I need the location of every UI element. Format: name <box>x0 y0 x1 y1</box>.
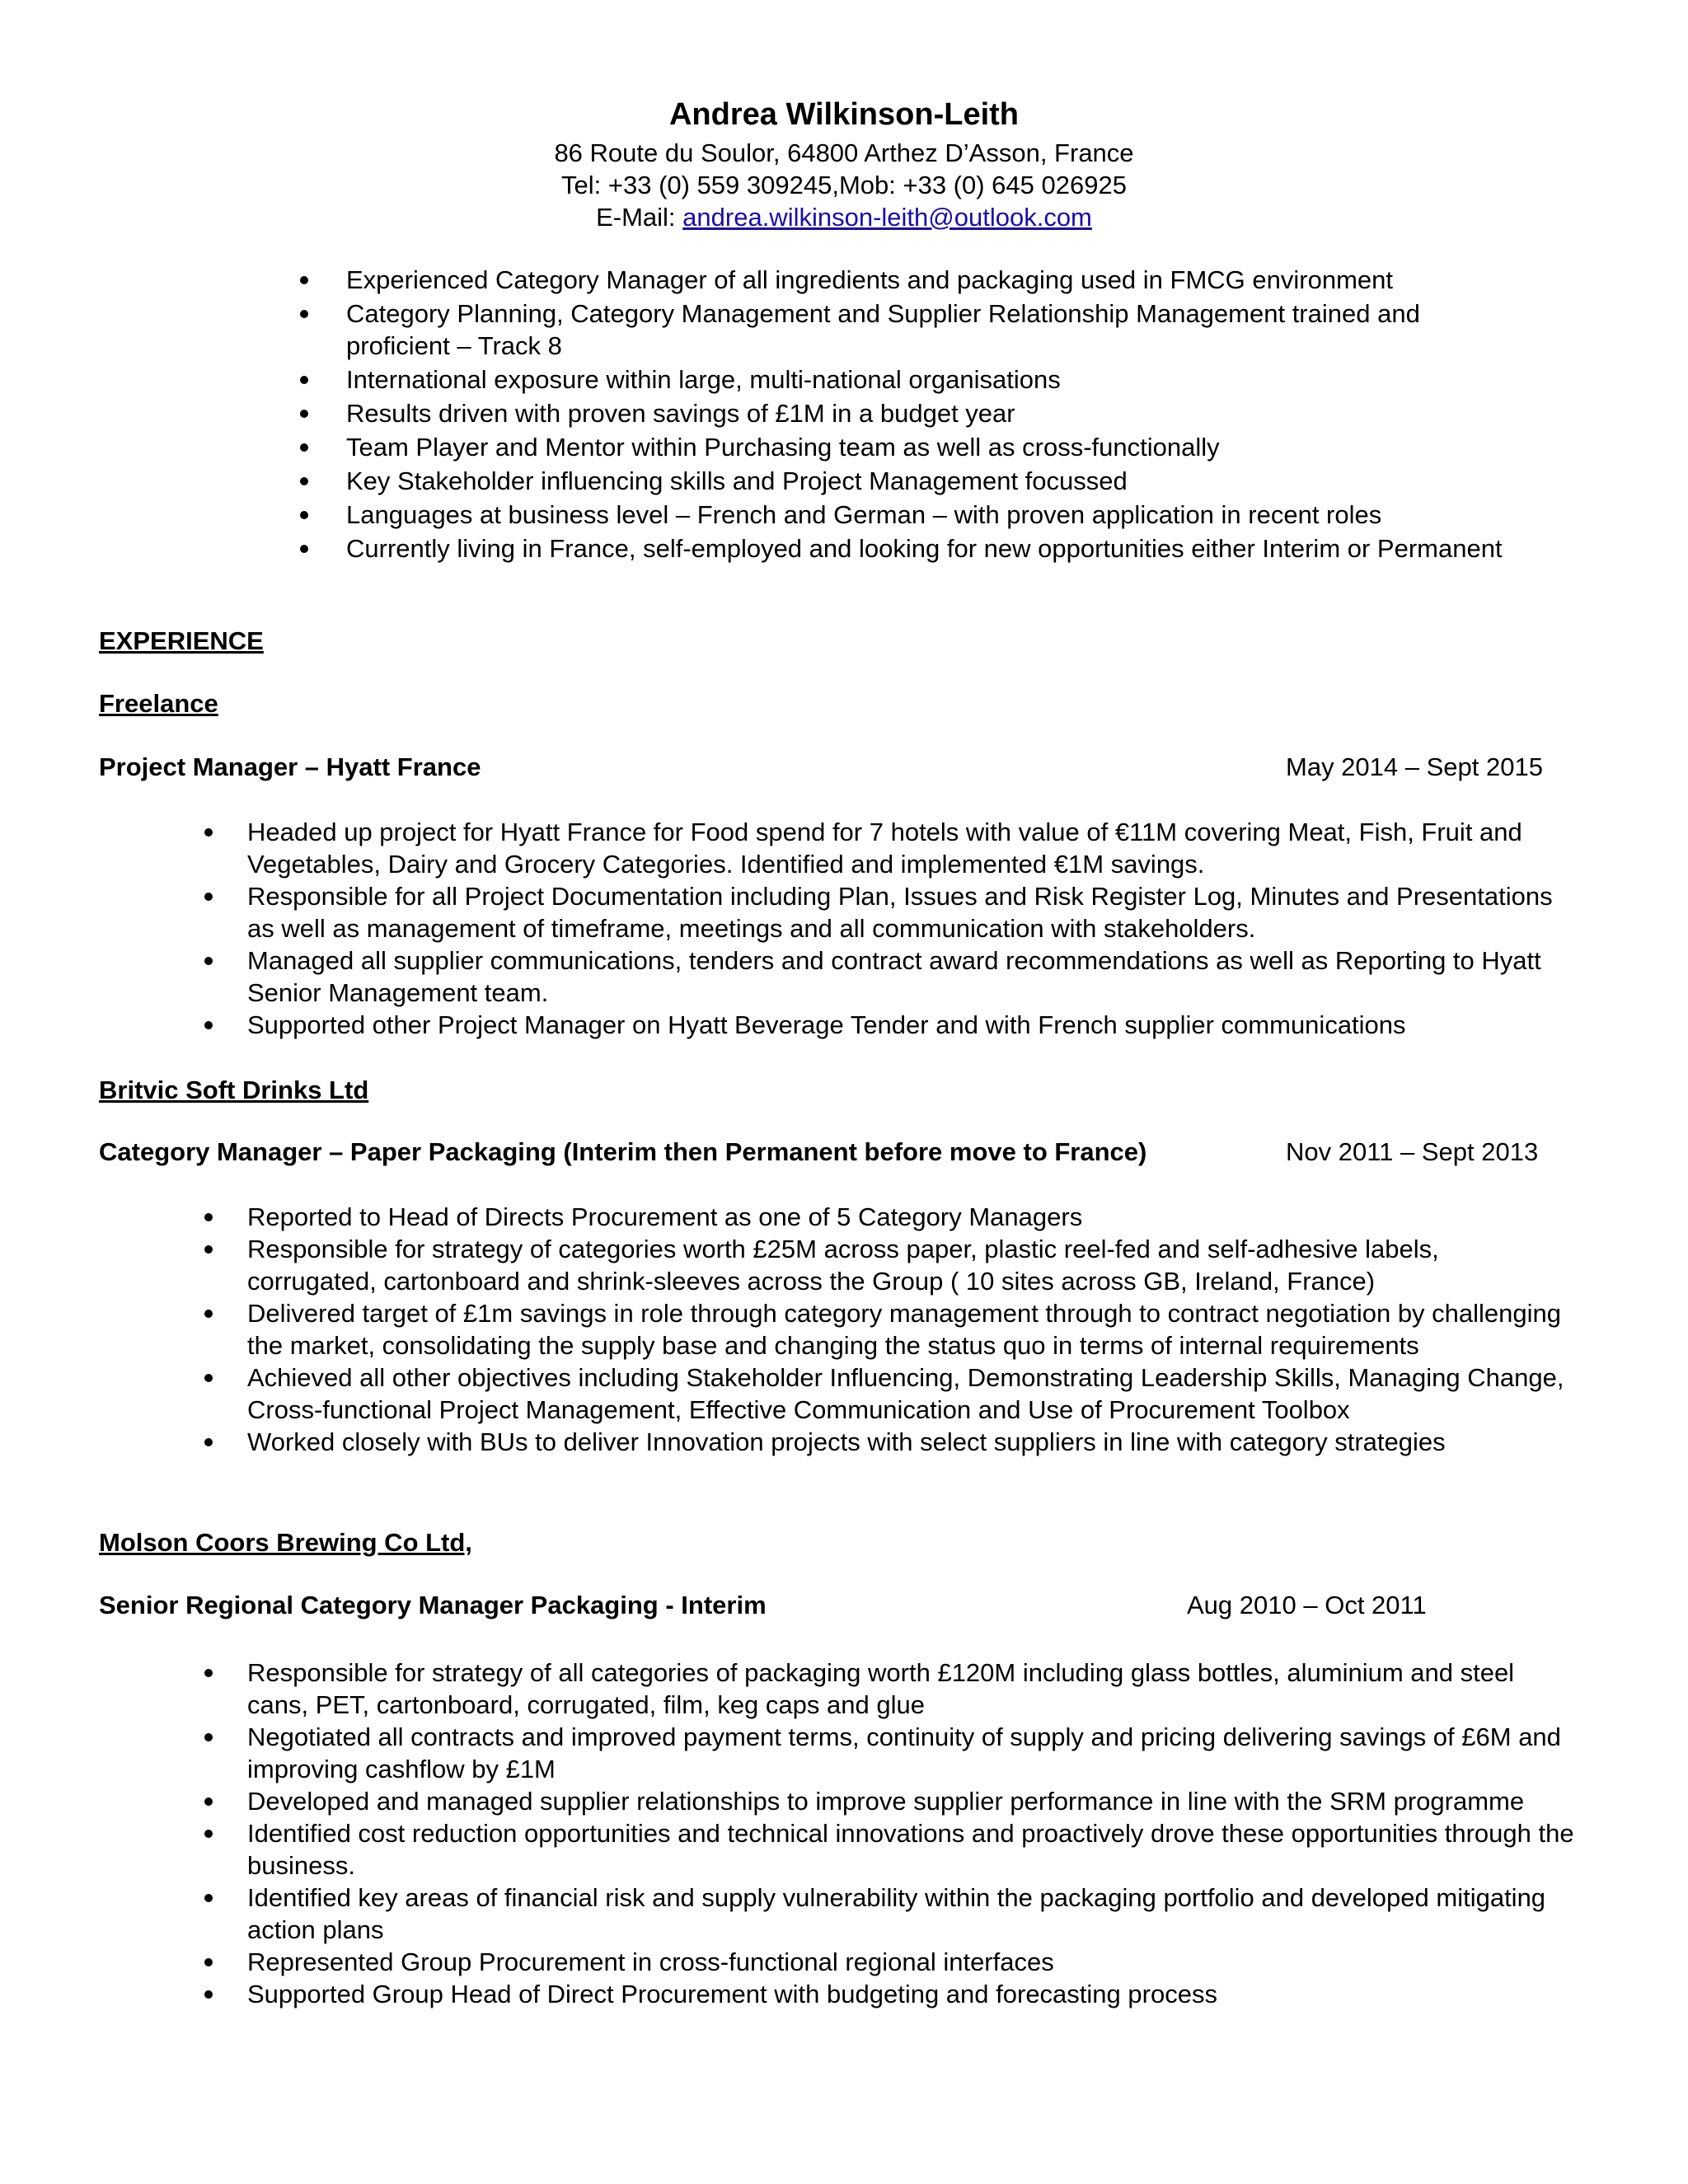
job-bullet: Responsible for strategy of all categories of packaging worth £120M including glass bottles, aluminium and steel cans, PET, cartonboard, corrugated, film, keg caps and glue <box>247 1657 1574 1721</box>
job-bullet: Developed and managed supplier relationships to improve supplier performance in line with the SRM programme <box>247 1785 1574 1817</box>
bullet-icon <box>300 310 308 318</box>
bullet-icon <box>204 1797 213 1806</box>
job-bullet-list <box>247 1201 1574 1458</box>
summary-item: Key Stakeholder influencing skills and Project Management focussed <box>346 465 1517 497</box>
summary-item: Experienced Category Manager of all ingredients and packaging used in FMCG environment <box>346 264 1517 296</box>
job-dates: May 2014 – Sept 2015 <box>1286 752 1543 781</box>
job-bullet: Achieved all other objectives including Stakeholder Influencing, Demonstrating Leadership Skills, Managing Change, Cross-functional Project Management, Effective Communication and Use of Procurement Toolbox <box>247 1361 1574 1426</box>
summary-item: Team Player and Mentor within Purchasing team as well as cross-functionally <box>346 431 1517 463</box>
job-title-row <box>99 1136 1582 1168</box>
job-bullet: Responsible for all Project Documentation including Plan, Issues and Risk Register Log, Minutes and Presentations as well as management of timeframe, meetings and all communication with stakeholders. <box>247 880 1574 944</box>
email-link[interactable]: andrea.wilkinson-leith@outlook.com <box>682 203 1092 232</box>
summary-item: Currently living in France, self-employed and looking for new opportunities either Interim or Permanent <box>346 532 1517 565</box>
bullet-icon <box>204 1245 213 1254</box>
job-bullet: Negotiated all contracts and improved payment terms, continuity of supply and pricing delivering savings of £6M and improving cashflow by £1M <box>247 1721 1574 1785</box>
bullet-icon <box>204 957 213 965</box>
summary-item: Results driven with proven savings of £1M in a budget year <box>346 397 1517 429</box>
bullet-icon <box>204 828 213 837</box>
job-bullet: Represented Group Procurement in cross-functional regional interfaces <box>247 1946 1574 1978</box>
job-title-row <box>99 751 1582 783</box>
bullet-icon <box>300 443 308 452</box>
job-bullet: Responsible for strategy of categories worth £25M across paper, plastic reel-fed and self-adhesive labels, corrugated, cartonboard and shrink-sleeves across the Group ( 10 sites across GB, Ireland, France) <box>247 1233 1574 1297</box>
company-name: Freelance <box>99 689 218 718</box>
bullet-icon <box>300 511 308 519</box>
candidate-name: Andrea Wilkinson-Leith <box>668 97 1019 132</box>
bullet-icon <box>300 545 308 553</box>
bullet-icon <box>204 1990 213 1999</box>
summary-item: Category Planning, Category Management and Supplier Relationship Management trained and proficient – Track 8 <box>346 298 1517 362</box>
job-bullet: Delivered target of £1m savings in role through category management through to contract negotiation by challenging the market, consolidating the supply base and changing the status quo in terms of internal requirements <box>247 1297 1574 1361</box>
job-title-row <box>99 1589 1582 1621</box>
phone-numbers: Tel: +33 (0) 559 309245,Mob: +33 (0) 645 026925 <box>561 171 1127 199</box>
bullet-icon <box>204 1213 213 1221</box>
job-title: Category Manager – Paper Packaging (Interim then Permanent before move to France) <box>99 1137 1147 1166</box>
job-bullet: Identified key areas of financial risk and supply vulnerability within the packaging portfolio and developed mitigating action plans <box>247 1882 1574 1946</box>
bullet-icon <box>300 410 308 418</box>
bullet-icon <box>204 1021 213 1029</box>
bullet-icon <box>204 1310 213 1318</box>
job-bullet: Reported to Head of Directs Procurement as one of 5 Category Managers <box>247 1201 1574 1233</box>
job-bullet: Headed up project for Hyatt France for Food spend for 7 hotels with value of €11M covering Meat, Fish, Fruit and Vegetables, Dairy and Grocery Categories. Identified and implemented €1M savings. <box>247 816 1574 880</box>
job-bullet: Worked closely with BUs to deliver Innovation projects with select suppliers in line with category strategies <box>247 1426 1574 1458</box>
job-title: Project Manager – Hyatt France <box>99 752 481 781</box>
company-name: Molson Coors Brewing Co Ltd, <box>99 1528 472 1557</box>
address: 86 Route du Soulor, 64800 Arthez D’Asson, France <box>554 138 1134 167</box>
job-bullet: Supported other Project Manager on Hyatt Beverage Tender and with French supplier communications <box>247 1009 1574 1041</box>
summary-item: Languages at business level – French and German – with proven application in recent roles <box>346 499 1517 531</box>
job-bullet-list <box>247 1657 1574 2010</box>
summary-item: International exposure within large, multi-national organisations <box>346 363 1517 396</box>
resume-header <box>0 92 1688 233</box>
bullet-icon <box>300 477 308 485</box>
job-dates: Nov 2011 – Sept 2013 <box>1286 1137 1539 1166</box>
job-bullet: Supported Group Head of Direct Procurement with budgeting and forecasting process <box>247 1978 1574 2010</box>
bullet-icon <box>204 1958 213 1966</box>
bullet-icon <box>300 376 308 384</box>
bullet-icon <box>204 893 213 901</box>
job-bullet: Identified cost reduction opportunities and technical innovations and proactively drove these opportunities through the business. <box>247 1817 1574 1882</box>
job-dates: Aug 2010 – Oct 2011 <box>1187 1591 1427 1619</box>
bullet-icon <box>204 1733 213 1741</box>
email-line <box>0 201 1688 233</box>
company-name: Britvic Soft Drinks Ltd <box>99 1076 369 1104</box>
bullet-icon <box>204 1894 213 1902</box>
bullet-icon <box>204 1374 213 1382</box>
summary-list <box>346 264 1517 566</box>
job-bullet: Managed all supplier communications, tenders and contract award recommendations as well as Reporting to Hyatt Senior Management team. <box>247 944 1574 1009</box>
bullet-icon <box>204 1830 213 1838</box>
job-title: Senior Regional Category Manager Packaging - Interim <box>99 1591 767 1619</box>
bullet-icon <box>204 1438 213 1446</box>
email-label: E-Mail: <box>596 203 683 232</box>
bullet-icon <box>204 1669 213 1677</box>
experience-heading: EXPERIENCE <box>99 626 264 655</box>
job-bullet-list <box>247 816 1574 1041</box>
bullet-icon <box>300 276 308 284</box>
